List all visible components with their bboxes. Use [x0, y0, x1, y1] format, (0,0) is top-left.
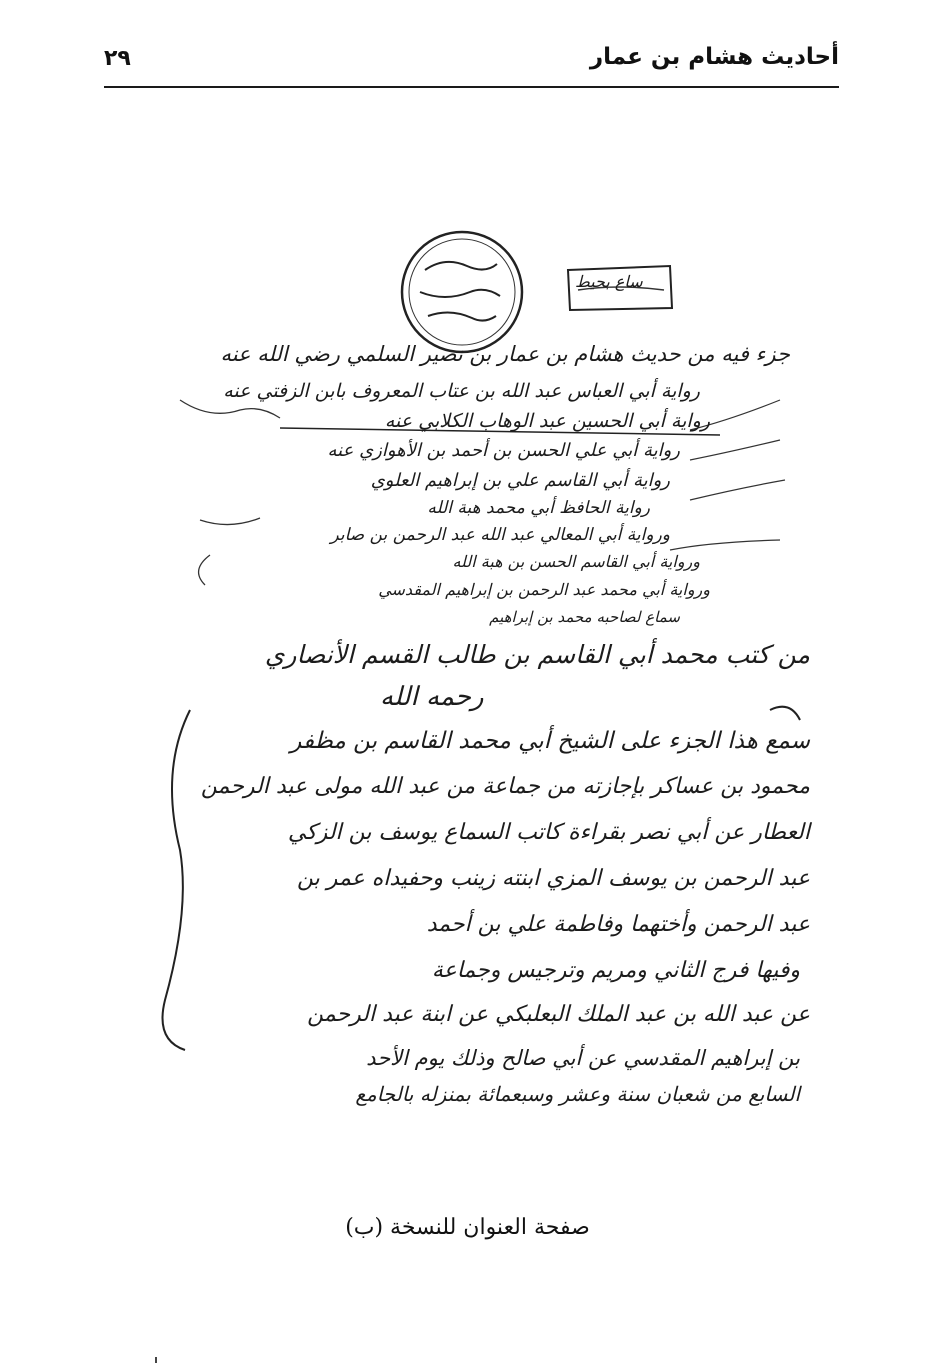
audition-line: عبد الرحمن وأختهما وفاطمة علي بن أحمد	[426, 912, 810, 937]
owner-line: من كتب محمد أبي القاسم بن طالب القسم الأنصاري	[264, 640, 810, 669]
audition-line: العطار عن أبي نصر بقراءة كاتب السماع يوسف بن الزكي	[287, 820, 810, 845]
transmission-line: رواية أبي القاسم علي بن إبراهيم العلوي	[370, 470, 670, 491]
manuscript-title-line: جزء فيه من حديث هشام بن عمار بن نصير السلمي رضي الله عنه	[220, 342, 790, 366]
scan-mark	[155, 1357, 157, 1363]
transmission-line: رواية أبي الحسين عبد الوهاب الكلابي عنه	[384, 410, 710, 432]
audition-line: محمود بن عساكر بإجازته من جماعة من عبد الله مولى عبد الرحمن	[200, 774, 810, 799]
book-title: أحاديث هشام بن عمار	[589, 44, 839, 70]
blessing-line: رحمه الله	[380, 682, 484, 712]
stamp-note: ساع بحيط	[575, 272, 643, 291]
transmission-line: ورواية أبي محمد عبد الرحمن بن إبراهيم المقدسي	[378, 580, 710, 599]
transmission-line: رواية أبي العباس عبد الله بن عتاب المعروف بابن الزفتي عنه	[223, 380, 700, 402]
audition-line: عبد الرحمن بن يوسف المزي ابنته زينب وحفيداه عمر بن	[296, 866, 810, 891]
audition-line: وفيها فرج الثاني ومريم وترجيس وجماعة	[431, 958, 800, 983]
manuscript-image	[130, 230, 820, 1110]
audition-line: عن عبد الله بن عبد الملك البعلبكي عن ابنة عبد الرحمن	[307, 1002, 810, 1027]
audition-line: السابع من شعبان سنة وعشر وسبعمائة بمنزله بالجامع	[355, 1082, 800, 1106]
transmission-line: رواية أبي علي الحسن بن أحمد بن الأهوازي عنه	[327, 440, 680, 461]
page-number: ٢٩	[104, 46, 131, 71]
transmission-line: ورواية أبي القاسم الحسن بن هبة الله	[452, 552, 700, 571]
running-head	[104, 42, 839, 88]
seal-stamp	[402, 232, 522, 352]
audition-line: سمع هذا الجزء على الشيخ أبي محمد القاسم بن مظفر	[290, 728, 810, 754]
transmission-line: سماع لصاحبه محمد بن إبراهيم	[489, 608, 680, 626]
figure-caption: صفحة العنوان للنسخة (ب)	[345, 1215, 590, 1240]
transmission-line: رواية الحافظ أبي محمد هبة الله	[427, 498, 650, 518]
audition-line: بن إبراهيم المقدسي عن أبي صالح وذلك يوم الأحد	[366, 1046, 800, 1070]
transmission-line: ورواية أبي المعالي عبد الله عبد الرحمن بن صابر	[330, 525, 670, 545]
